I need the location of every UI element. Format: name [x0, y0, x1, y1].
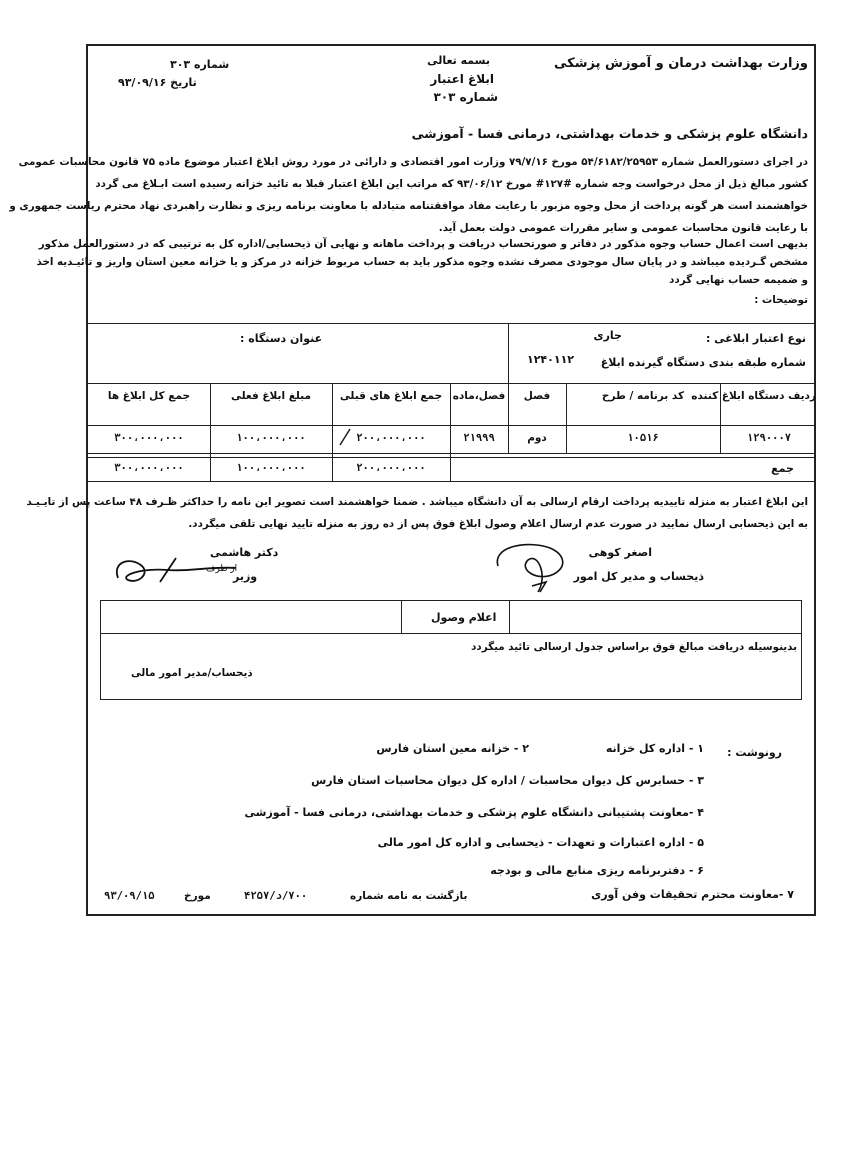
signature-right-image: [488, 536, 578, 598]
cc-item-1: ۱ - اداره کل خزانه: [605, 742, 704, 755]
col-divider: [508, 383, 509, 453]
intro-line-7: و ضمیمه حساب نهایی گردد: [669, 274, 808, 286]
table-header: جمع ابلاغ های قبلی: [339, 390, 443, 402]
divider: [101, 633, 801, 634]
doc-type: ابلاغ اعتبار: [430, 72, 494, 86]
cc-item-6: ۶ - دفتربرنامه ریزی منابع مالی و بودجه: [490, 864, 704, 877]
table-cell: ۱۲۹۰۰۰۷: [746, 432, 792, 444]
checkmark-icon: [338, 427, 352, 447]
intro-line-2: کشور مبالغ ذیل از محل درخواست وجه شماره #۱۲۷# مورخ ۹۳/۰۶/۱۲ که مراتب این ابلاغ اعتبار قبلا به تائید خزانه رسیده است ابـلاغ می گردد: [95, 178, 808, 190]
table-header-bottom: [88, 425, 814, 426]
cc-item-7: ۷ -معاونت محترم تحقیقات وفن آوری: [591, 888, 794, 901]
doc-date: تاریخ ۹۳/۰۹/۱۶: [118, 76, 197, 89]
footer-date-label: مورخ: [184, 890, 211, 902]
left-signer-title: وزیر: [233, 570, 258, 583]
intro-line-4: با رعایت قانون محاسبات عمومی و سایر مقررات عمومی دولت بعمل آید.: [438, 222, 808, 234]
table-top-line: [88, 383, 814, 384]
classification-value: ۱۲۴۰۱۱۲: [527, 353, 574, 366]
cc-label: رونوشت :: [727, 746, 782, 759]
doc-number-center: شماره ۳۰۳: [433, 90, 498, 104]
total-cell: ۳۰۰،۰۰۰،۰۰۰: [114, 462, 184, 474]
table-header: کد برنامه / طرح: [601, 390, 685, 402]
table-cell: ۱۰۵۱۶: [627, 432, 659, 444]
table-header: جمع کل ابلاغ ها: [107, 390, 191, 402]
classification-label: شماره طبقه بندی دستگاه گیرنده ابلاغ: [600, 356, 806, 369]
confirmation-line-2: به این ذیحسابی ارسال نمایید در صورت عدم ارسال اعلام وصول ابلاغ فوق پس از ده روز به منزله تایید نهایی تلقی میگردد.: [188, 518, 808, 530]
table-header: فصل،ماده: [452, 390, 506, 402]
notes-label: توضیحات :: [754, 294, 808, 306]
table-total-bottom: [88, 481, 814, 482]
intro-line-6: مشخص گـردیده میباشد و در پایان سال موجودی مصرف نشده وجوه مذکور باید به حساب مربوط خزانه در مرکز و یا خزانه معین استان واریز و تائیـدیه اخذ: [36, 256, 808, 268]
divider: [509, 601, 510, 633]
cc-item-5: ۵ - اداره اعتبارات و تعهدات - ذیحسابی و اداره کل امور مالی: [377, 836, 704, 849]
table-header: ردیف دستگاه ابلاغ کننده: [691, 390, 816, 402]
credit-type-value: جاری: [593, 329, 622, 342]
intro-line-1: در اجرای دستورالعمل شماره ۵۴/۶۱۸۲/۲۵۹۵۳ مورخ ۷۹/۷/۱۶ وزارت امور اقتصادی و دارائی در مورد روش ابلاغ اعتبار موضوع ماده ۷۵ قانون محاسبات عمومی: [18, 156, 808, 168]
intro-line-3: خواهشمند است هر گونه پرداخت از محل وجوه مزبور با رعایت مفاد موافقتنامه متبادله با معاونت برنامه ریزی و نظارت راهبردی نهاد محترم ریاست جمهوری و: [9, 200, 808, 212]
col-divider: [450, 383, 451, 481]
table-total-top: [88, 457, 814, 458]
total-label: جمع: [771, 462, 794, 475]
receipt-text: بدینوسیله دریافت مبالغ فوق براساس جدول ارسالی تائید میگردد: [471, 641, 797, 653]
cc-item-3: ۳ - حسابرس کل دیوان محاسبات / اداره کل دیوان محاسبات استان فارس: [311, 774, 704, 787]
receipt-signer: ذیحساب/مدیر امور مالی: [131, 667, 253, 679]
table-row-bottom: [88, 453, 814, 454]
right-signer-name: اصغر کوهی: [588, 546, 652, 559]
right-signer-title: ذیحساب و مدیر کل امور: [573, 570, 704, 583]
table-cell: ۲۱۹۹۹: [463, 432, 495, 444]
total-cell: ۱۰۰،۰۰۰،۰۰۰: [236, 462, 306, 474]
return-label: بازگشت به نامه شماره: [350, 890, 468, 902]
receipt-title: اعلام وصول: [431, 611, 497, 624]
basmala: بسمه تعالی: [427, 54, 490, 67]
left-signer-name: دکتر هاشمی: [210, 546, 279, 559]
intro-line-5: بدیهی است اعمال حساب وجوه مذکور در دفاتر و صورتحساب دریافت و پرداخت ماهانه و نهایی آن ذیحسابی/اداره کل به ترتیبی که در دستورالعمل مذکور: [38, 238, 808, 250]
left-signer-on-behalf: از طرف: [206, 564, 238, 574]
divider: [88, 323, 814, 324]
university-name: دانشگاه علوم پزشکی و خدمات بهداشتی، درمانی فسا - آموزشی: [411, 126, 808, 141]
table-cell: دوم: [527, 432, 547, 444]
table-cell: ۲۰۰،۰۰۰،۰۰۰: [356, 432, 426, 444]
return-number: ۷۰۰/د/۴۲۵۷: [244, 890, 308, 902]
table-header: مبلغ ابلاغ فعلی: [231, 390, 311, 402]
signature-left-image: [108, 544, 248, 594]
credit-type-label: نوع اعتبار ابلاغی :: [705, 332, 806, 345]
doc-number: شماره ۳۰۳: [170, 58, 230, 71]
cc-item-2: ۲ - خزانه معین استان فارس: [376, 742, 529, 755]
device-title-label: عنوان دستگاه :: [240, 332, 323, 345]
divider: [508, 323, 509, 383]
table-header: فصل: [523, 390, 551, 402]
col-divider: [210, 383, 211, 481]
total-cell: ۲۰۰،۰۰۰،۰۰۰: [356, 462, 426, 474]
document-frame: [9, 44, 816, 916]
col-divider: [332, 383, 333, 481]
cc-item-4: ۴ -معاونت پشتیبانی دانشگاه علوم پزشکی و خدمات بهداشتی، درمانی فسا - آموزشی: [244, 806, 704, 819]
table-cell: ۳۰۰،۰۰۰،۰۰۰: [114, 432, 184, 444]
table-cell: ۱۰۰،۰۰۰،۰۰۰: [236, 432, 306, 444]
divider: [401, 601, 402, 633]
confirmation-line-1: این ابلاغ اعتبار به منزله تاییدیه پرداخت ارقام ارسالی به آن دانشگاه میباشد . ضمنا خواهشمند است تصویر این نامه را حداکثر ظـرف ۴۸ ساعت پس از تایـیـد: [26, 496, 808, 508]
col-divider: [566, 383, 567, 453]
ministry-name: وزارت بهداشت درمان و آموزش پزشکی: [554, 56, 808, 71]
receipt-box: [100, 600, 802, 700]
footer-date-value: ۹۳/۰۹/۱۵: [104, 890, 155, 902]
